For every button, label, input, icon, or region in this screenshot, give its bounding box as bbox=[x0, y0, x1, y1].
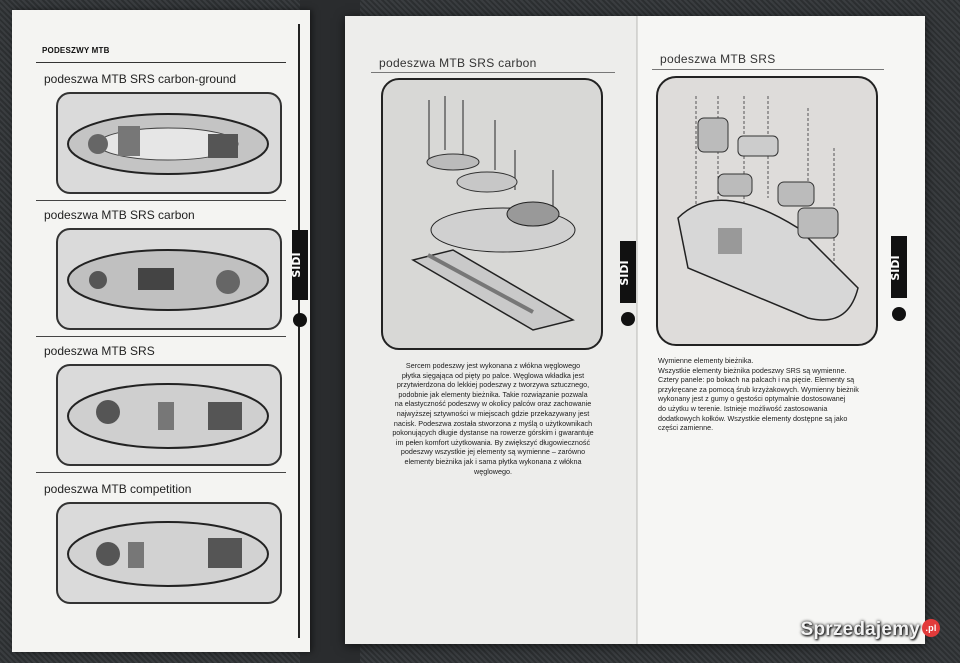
page-title-srs: podeszwa MTB SRS bbox=[660, 52, 776, 66]
sidi-logo-icon bbox=[290, 230, 310, 340]
page-title-srs-carbon: podeszwa MTB SRS carbon bbox=[379, 56, 537, 70]
exploded-sole-illustration bbox=[656, 76, 878, 346]
left-leaflet bbox=[12, 10, 310, 652]
page-right bbox=[638, 16, 925, 644]
panel-title-competition: podeszwa MTB competition bbox=[44, 482, 192, 496]
watermark-text: Sprzedajemy bbox=[800, 619, 920, 640]
exploded-sole-illustration bbox=[381, 78, 603, 350]
leaflet-header: PODESZWY MTB bbox=[42, 46, 110, 55]
divider bbox=[36, 472, 286, 473]
brand-label: SIDI bbox=[618, 260, 631, 286]
brand-label: SIDI bbox=[889, 255, 902, 281]
watermark-suffix: .pl bbox=[922, 619, 940, 637]
panel-title-carbon: podeszwa MTB SRS carbon bbox=[44, 208, 195, 222]
page-body-text: Sercem podeszwy jest wykonana z włókna węglowego płytka sięgająca od pięty po palce. Węglowa wkładka jest przytwierdzona do lekkiej podeszwy z tworzywa sztucznego, podobnie jak elementy bieżnika. Takie rozwiązanie pozwala na elastyczność podeszwy w okolicy palców oraz zachowanie najwyższej sztywności w miejscach gdzie przekazywany jest nacisk. Podeszwa została stworzona z myślą o użytkownikach pokonujących długie dystanse na rowerze górskim i gwarantuje im pełen komfort użytkowania. By zwiększyć długowieczność podeszwy wszystkie jej elementy są wymienne – zarówno elementy bieżnika jak i sama płytka wykonana z włókna węglowego. bbox=[392, 361, 594, 476]
brand-label: SIDI bbox=[290, 252, 303, 278]
panel-title-carbon-ground: podeszwa MTB SRS carbon-ground bbox=[44, 72, 237, 86]
divider bbox=[371, 72, 615, 73]
divider bbox=[36, 62, 286, 63]
sole-illustration-competition bbox=[56, 502, 282, 604]
page-left bbox=[345, 16, 638, 644]
sole-illustration-srs bbox=[56, 364, 282, 466]
watermark bbox=[801, 619, 940, 641]
panel-title-srs: podeszwa MTB SRS bbox=[44, 344, 155, 358]
divider bbox=[652, 69, 884, 70]
divider bbox=[36, 336, 286, 337]
sidi-logo-icon bbox=[888, 236, 910, 326]
sole-illustration-carbon-ground bbox=[56, 92, 282, 194]
booklet-spread bbox=[345, 16, 925, 644]
divider bbox=[36, 200, 286, 201]
sole-illustration-carbon bbox=[56, 228, 282, 330]
page-body-text: Wymienne elementy bieżnika. Wszystkie elementy bieżnika podeszwy SRS są wymienne. Cztery panele: po bokach na palcach i na pięcie. Elementy są przykręcane za pomocą śrub krzyżakowych. Wymienny bieżnik wykonany jest z gumy o gęstości optymalnie dostosowanej do użytku w terenie. Istnieje możliwość zastosowania dodatkowych kołków. Wszystkie elementy dostępne są jako części zamienne. bbox=[658, 356, 859, 433]
